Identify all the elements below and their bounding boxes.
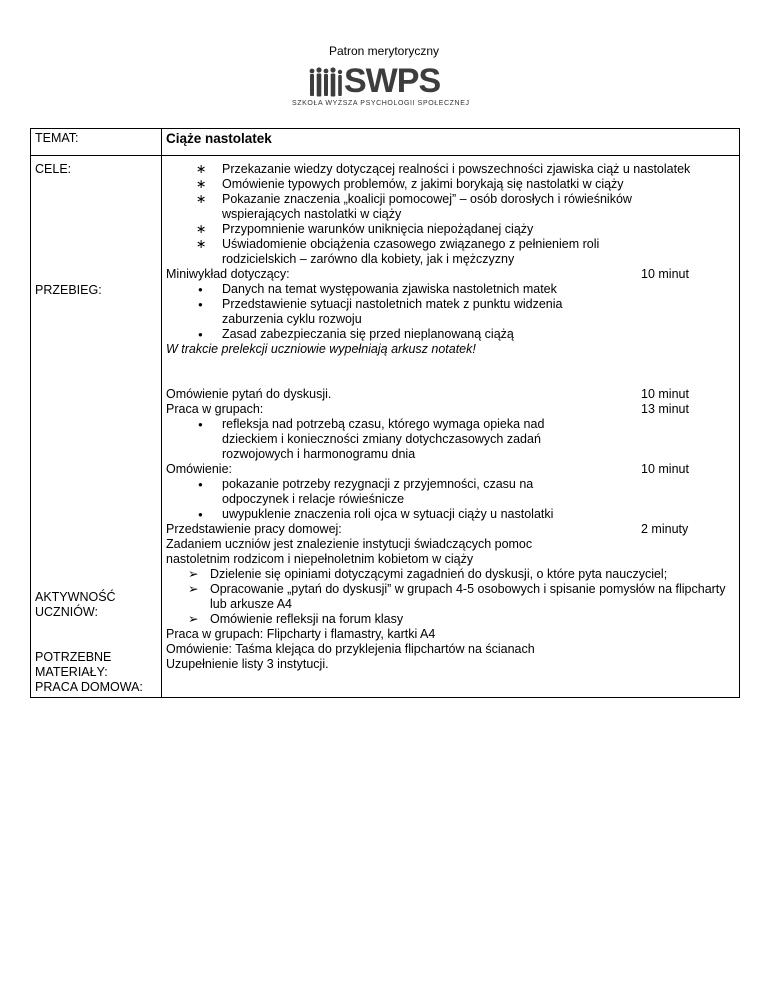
miniwyklad-item: ● Przedstawienie sytuacji nastoletnich matek z punktu widzenia zaburzenia cyklu rozwoju: [166, 297, 585, 327]
omowienie-pytan-heading: Omówienie pytań do dyskusji.: [166, 387, 332, 401]
przebieg-label: PRZEBIEG:: [35, 283, 102, 297]
lesson-title: Ciąże nastolatek: [166, 131, 272, 146]
materialy-line-1: Praca w grupach: Flipcharty i flamastry, kartki A4: [166, 627, 436, 641]
lesson-plan-table: [30, 128, 740, 698]
cele-item: ∗ Omówienie typowych problemów, z jakimi borykają się nastolatki w ciąży: [166, 177, 735, 192]
praca-item: ● refleksja nad potrzebą czasu, którego wymaga opieka nad dzieckiem i konieczności zmiany dotychczasowych zadań rozwojowych i harmonogramu dnia: [166, 417, 585, 462]
swps-logo: [286, 64, 476, 110]
people-silhouettes-icon: [308, 66, 344, 98]
praca-grupach-heading: Praca w grupach:: [166, 402, 264, 416]
miniwyklad-item: ● Danych na temat występowania zjawiska nastoletnich matek: [166, 282, 735, 297]
aktywnosc-item: ➢ Dzielenie się opiniami dotyczącymi zagadnień do dyskusji, o które pyta nauczyciel;: [166, 567, 735, 582]
row-temat: [31, 129, 740, 156]
temat-value: [162, 129, 740, 156]
praca-domowa-heading: Przedstawienie pracy domowej:: [166, 522, 342, 536]
aktywnosc-item: ➢ Opracowanie „pytań do dyskusji” w grupach 4-5 osobowych i spisanie pomysłów na flipcharty lub arkusze A4: [166, 582, 735, 612]
omowienie-list: [166, 477, 735, 522]
materialy-line-2: Omówienie: Taśma klejąca do przyklejenia flipchartów na ścianach: [166, 642, 535, 656]
miniwyklad-time: 10 minut: [641, 267, 689, 281]
aktywnosc-item: ➢ Omówienie refleksji na forum klasy: [166, 612, 735, 627]
miniwyklad-line: [166, 267, 735, 282]
praca-domowa-label: PRACA DOMOWA:: [35, 680, 143, 694]
main-labels: [31, 156, 162, 698]
prelekcja-note: W trakcie prelekcji uczniowie wypełniają arkusz notatek!: [166, 342, 476, 356]
patron-label: Patron merytoryczny: [328, 44, 440, 58]
aktywnosc-label-2: UCZNIÓW:: [35, 605, 98, 619]
omowienie-pytan-line: [166, 387, 735, 402]
cele-item: ∗ Przekazanie wiedzy dotyczącej realności i powszechności zjawiska ciąż u nastolatek: [166, 162, 735, 177]
logo-wordmark: SWPS: [344, 62, 441, 100]
row-main: [31, 156, 740, 698]
aktywnosc-list: [166, 567, 735, 627]
main-content: [162, 156, 740, 698]
temat-label: TEMAT:: [31, 129, 162, 156]
miniwyklad-item: ● Zasad zabezpieczania się przed nieplanowaną ciążą: [166, 327, 585, 342]
praca-grupach-line: [166, 402, 735, 417]
cele-label: CELE:: [35, 162, 72, 176]
praca-grupach-time: 13 minut: [641, 402, 689, 416]
logo-subtitle: SZKOŁA WYŻSZA PSYCHOLOGII SPOŁECZNEJ: [292, 100, 470, 107]
omowienie-pytan-time: 10 minut: [641, 387, 689, 401]
materialy-label: POTRZEBNE: [35, 650, 112, 664]
praca-list: [166, 417, 735, 462]
praca-domowa-value: Uzupełnienie listy 3 instytucji.: [166, 657, 329, 671]
aktywnosc-label: AKTYWNOŚĆ: [35, 590, 116, 604]
omowienie-heading: Omówienie:: [166, 462, 232, 476]
cele-item: ∗ Uświadomienie obciążenia czasowego związanego z pełnieniem roli rodzicielskich – zarówno dla kobiety, jak i mężczyzny: [166, 237, 735, 267]
cele-list: [166, 162, 735, 267]
cele-item: ∗ Przypomnienie warunków uniknięcia niepożądanej ciąży: [166, 222, 735, 237]
praca-domowa-desc: Zadaniem uczniów jest znalezienie instytucji świadczących pomoc nastoletnim rodzicom i niepełnoletnim kobietom w ciąży: [166, 537, 533, 566]
omowienie-time: 10 minut: [641, 462, 689, 476]
omowienie-line: [166, 462, 735, 477]
materialy-label-2: MATERIAŁY:: [35, 665, 108, 679]
omowienie-item: ● pokazanie potrzeby rezygnacji z przyjemności, czasu na odpoczynek i relacje rówieśnicze: [166, 477, 585, 507]
miniwyklad-list: [166, 282, 735, 342]
praca-domowa-time: 2 minuty: [641, 522, 689, 536]
miniwyklad-heading: Miniwykład dotyczący:: [166, 267, 290, 281]
praca-domowa-line: [166, 522, 735, 537]
cele-item: ∗ Pokazanie znaczenia „koalicji pomocowej” – osób dorosłych i rówieśników wspierających nastolatki w ciąży: [166, 192, 735, 222]
omowienie-item: ● uwypuklenie znaczenia roli ojca w sytuacji ciąży u nastolatki: [166, 507, 735, 522]
